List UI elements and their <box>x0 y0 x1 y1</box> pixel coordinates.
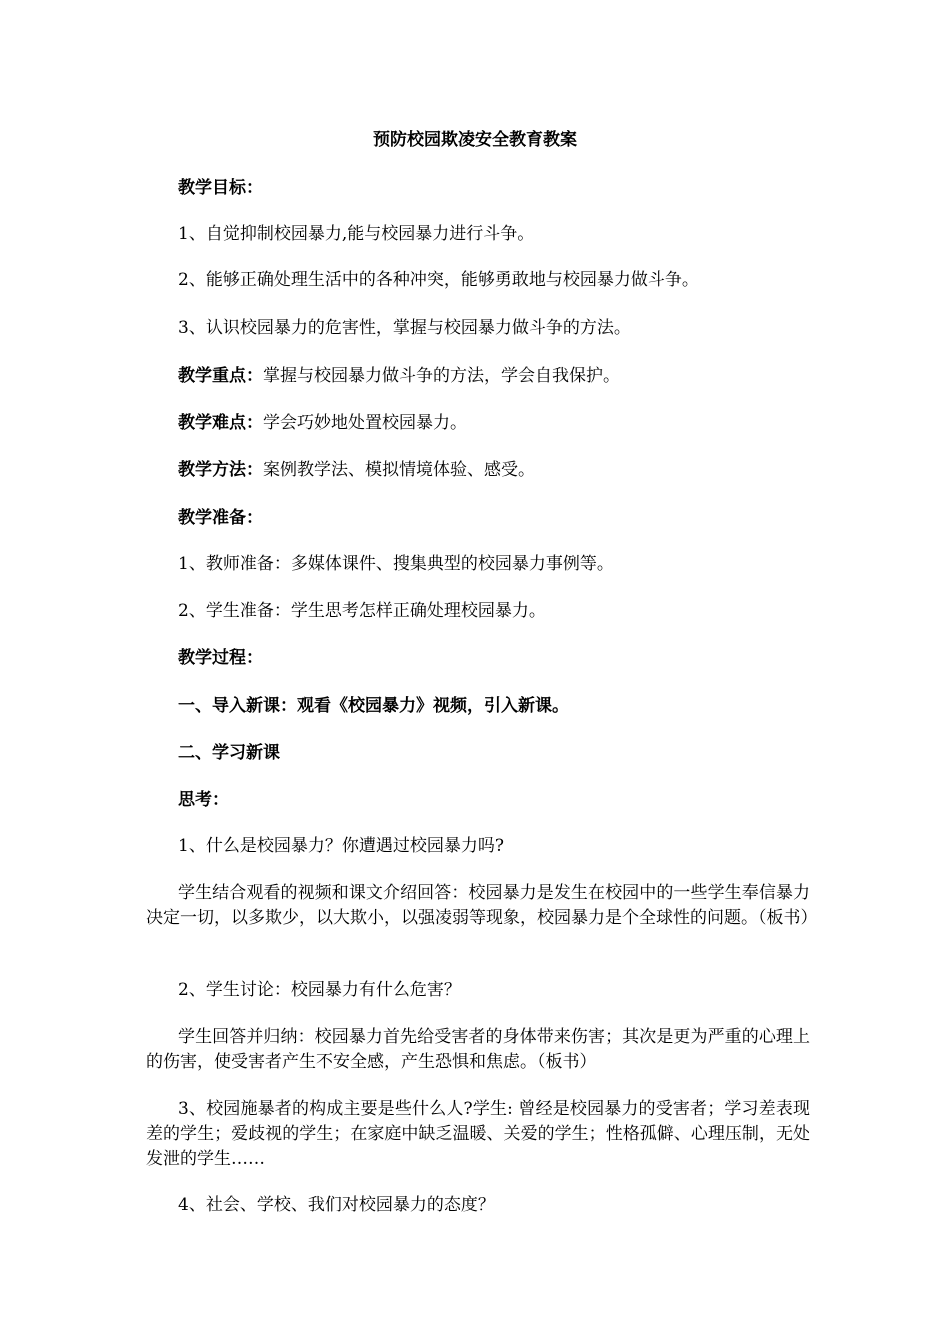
goal-item-2: 2、能够正确处理生活中的各种冲突，能够勇敢地与校园暴力做斗争。 <box>178 270 699 290</box>
question-4: 4、社会、学校、我们对校园暴力的态度？ <box>178 1195 495 1215</box>
prep-item-1: 1、教师准备：多媒体课件、搜集典型的校园暴力事例等。 <box>178 554 614 574</box>
difficulty-text: 学会巧妙地处置校园暴力。 <box>263 413 467 433</box>
process-heading: 教学过程： <box>178 648 263 668</box>
difficulty-line <box>178 411 467 435</box>
prep-item-2: 2、学生准备：学生思考怎样正确处理校园暴力。 <box>178 601 546 621</box>
method-label: 教学方法： <box>178 460 263 480</box>
question-2: 2、学生讨论：校园暴力有什么危害？ <box>178 980 461 1000</box>
goal-item-1: 1、自觉抑制校园暴力,能与校园暴力进行斗争。 <box>178 224 535 244</box>
think-heading: 思考： <box>178 790 229 810</box>
goal-item-3: 3、认识校园暴力的危害性，掌握与校园暴力做斗争的方法。 <box>178 318 631 338</box>
method-line <box>178 458 535 482</box>
goal-heading: 教学目标： <box>178 178 263 198</box>
answer-2: 学生回答并归纳：校园暴力首先给受害者的身体带来伤害；其次是更为严重的心理上的伤害，使受害者产生不安全感，产生恐惧和焦虑。（板书） <box>146 1027 810 1072</box>
method-text: 案例教学法、模拟情境体验、感受。 <box>263 460 535 480</box>
process-step-2: 二、学习新课 <box>178 743 280 763</box>
question-1: 1、什么是校园暴力？你遭遇过校园暴力吗? <box>178 836 504 856</box>
key-point-line <box>178 364 620 388</box>
key-point-label: 教学重点： <box>178 366 263 386</box>
answer-1: 学生结合观看的视频和课文介绍回答：校园暴力是发生在校园中的一些学生奉信暴力决定一切，以多欺少，以大欺小，以强凌弱等现象，校园暴力是个全球性的问题。（板书） <box>146 883 818 928</box>
process-step-1: 一、导入新课：观看《校园暴力》视频，引入新课。 <box>178 696 569 716</box>
question-3: 3、校园施暴者的构成主要是些什么人?学生: 曾经是校园暴力的受害者；学习差表现差的学生；爱歧视的学生；在家庭中缺乏温暖、关爱的学生；性格孤僻、心理压制，无处发泄的学生…… <box>146 1099 810 1169</box>
key-point-text: 掌握与校园暴力做斗争的方法，学会自我保护。 <box>263 366 620 386</box>
document-title: 预防校园欺凌安全教育教案 <box>373 130 577 150</box>
difficulty-label: 教学难点： <box>178 413 263 433</box>
prep-heading: 教学准备： <box>178 508 263 528</box>
